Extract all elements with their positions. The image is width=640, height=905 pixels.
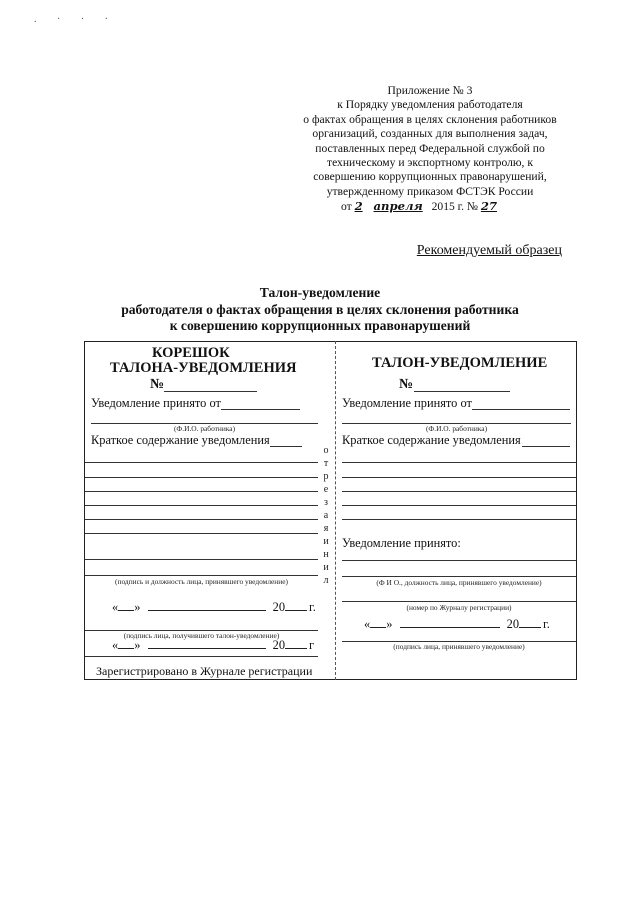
appendix-line: о фактах обращения в целях склонения работников <box>303 112 557 126</box>
talon-text-line <box>342 560 576 561</box>
stub-date-row: « » 20 г. <box>112 600 316 614</box>
talon-number-label: № <box>399 377 414 392</box>
stub-summary-label: Краткое содержание уведомления <box>91 433 270 447</box>
appendix-line: техническому и экспортному контролю, к <box>327 156 533 170</box>
talon-sign-caption: (подпись лица, принявшего уведомление) <box>393 642 525 651</box>
talon-fio-position-caption: (Ф И О., должность лица, принявшего уведомление) <box>376 578 542 587</box>
date-year: 2015 г. № <box>431 200 478 214</box>
cut-line-label-top: о т р е з а <box>323 445 329 521</box>
appendix-line: Приложение № 3 <box>387 84 473 97</box>
talon-received-line <box>472 409 570 410</box>
recommended-sample-label: Рекомендуемый образец <box>416 243 562 258</box>
stub-sign-caption: (подпись и должность лица, принявшего уведомление) <box>115 577 288 586</box>
talon-text-line <box>342 576 576 577</box>
appendix-date <box>250 199 610 214</box>
talon-text-line <box>342 477 576 478</box>
stub-text-line <box>85 505 318 506</box>
title-line: работодателя о фактах обращения в целях склонения работника <box>121 301 519 317</box>
date-prefix: от <box>340 200 352 214</box>
order-number: 27 <box>480 199 498 214</box>
talon-summary-label: Краткое содержание уведомления <box>342 433 521 447</box>
document-title <box>0 285 640 335</box>
scan-marks: . · · · <box>34 14 117 25</box>
talon-text-line <box>342 505 576 506</box>
title-line: к совершению коррупционных правонарушений <box>169 318 471 333</box>
appendix-line: организаций, созданных для выполнения задач, <box>312 127 548 141</box>
cut-line-label-bottom: я и н и л <box>323 523 329 586</box>
talon-fio-caption: (Ф.И.О. работника) <box>425 424 488 433</box>
stub-text-line <box>85 559 318 560</box>
stub-number-label: № <box>150 377 165 392</box>
talon-journal-caption: (номер по Журналу регистрации) <box>406 603 512 612</box>
stub-received-from: Уведомление принято от <box>91 396 221 410</box>
talon-summary-line <box>522 446 570 447</box>
stub-text-line <box>85 533 318 534</box>
stub-text-line <box>85 477 318 478</box>
appendix-line: утвержденному приказом ФСТЭК России <box>326 184 534 198</box>
talon-number-line <box>414 391 510 392</box>
appendix-line: поставленных перед Федеральной службой по <box>315 141 545 155</box>
stub-heading: КОРЕШОК <box>152 345 230 361</box>
stub-text-line <box>85 491 318 492</box>
stub-receiver-caption: (подпись лица, получившего талон-уведомление) <box>123 631 280 640</box>
stub-number-line <box>164 391 257 392</box>
stub-subheading: ТАЛОНА-УВЕДОМЛЕНИЯ <box>110 360 297 376</box>
cut-divider <box>335 341 336 680</box>
appendix-block <box>250 84 610 215</box>
stub-fio-caption: (Ф.И.О. работника) <box>173 424 236 433</box>
talon-text-line <box>342 491 576 492</box>
date-day: 2 <box>354 199 363 214</box>
stub-text-line <box>85 462 318 463</box>
stub-registered-label: Зарегистрировано в Журнале регистрации <box>96 664 313 678</box>
title-line: Талон-уведомление <box>259 285 381 300</box>
appendix-line: к Порядку уведомления работодателя <box>337 98 523 112</box>
stub-text-line <box>85 575 318 576</box>
stub-bottom-line <box>85 656 318 657</box>
talon-journal-line <box>342 601 576 602</box>
stub-date-row-2: « » 20 г <box>112 638 315 652</box>
talon-text-line <box>342 519 576 520</box>
talon-text-line <box>342 462 576 463</box>
talon-accepted-label: Уведомление принято: <box>342 536 461 550</box>
date-month: апреля <box>373 199 423 214</box>
stub-summary-line <box>270 446 302 447</box>
talon-heading: ТАЛОН-УВЕДОМЛЕНИЕ <box>372 355 548 371</box>
talon-received-from: Уведомление принято от <box>342 396 472 410</box>
stub-text-line <box>85 519 318 520</box>
appendix-line: совершению коррупционных правонарушений, <box>313 170 547 184</box>
talon-date-row: « » 20 г. <box>364 617 550 631</box>
stub-received-line <box>221 409 300 410</box>
